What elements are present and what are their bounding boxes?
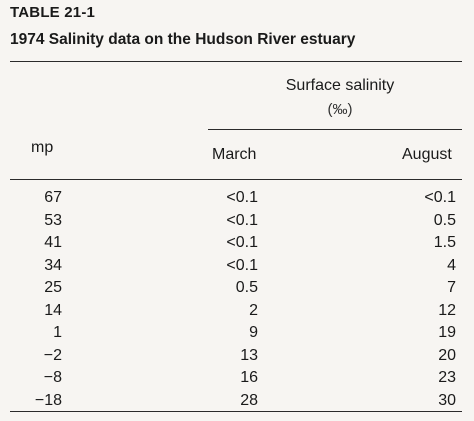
- table-row: [0, 277, 474, 300]
- cell-march: <0.1: [226, 256, 258, 274]
- top-rule: [10, 61, 462, 62]
- column-header-mp: mp: [31, 139, 54, 156]
- spanner-rule: [208, 129, 462, 130]
- cell-august: 4: [447, 256, 456, 274]
- table-row: [0, 187, 474, 210]
- cell-august: 1.5: [433, 234, 456, 251]
- cell-mp: −8: [43, 369, 62, 386]
- cell-mp: 25: [44, 279, 62, 296]
- header-rule: [10, 179, 462, 180]
- cell-august: 12: [438, 301, 456, 319]
- cell-march: 9: [249, 324, 258, 341]
- surface-salinity-heading: Surface salinity: [285, 77, 395, 94]
- table-row: [0, 322, 474, 345]
- table-row: [0, 232, 474, 255]
- table-caption: 1974 Salinity data on the Hudson River estuary: [10, 31, 356, 48]
- cell-august: 0.5: [433, 211, 456, 229]
- bottom-rule: [10, 411, 462, 412]
- cell-mp: 34: [44, 256, 62, 274]
- cell-august: 20: [438, 346, 456, 364]
- cell-march: <0.1: [226, 211, 258, 229]
- cell-march: <0.1: [226, 189, 258, 206]
- cell-august: 19: [438, 324, 456, 341]
- table-row: [0, 210, 474, 233]
- cell-august: 30: [438, 391, 456, 409]
- table-row: [0, 345, 474, 368]
- cell-march: <0.1: [226, 234, 258, 251]
- cell-mp: 14: [44, 301, 62, 319]
- cell-mp: −18: [34, 391, 62, 409]
- table-row: [0, 390, 474, 413]
- table-row: [0, 300, 474, 323]
- table-body: [0, 187, 474, 412]
- cell-mp: 67: [44, 189, 62, 206]
- cell-mp: 1: [53, 324, 62, 341]
- salinity-unit: (‰): [327, 101, 353, 118]
- cell-mp: 41: [44, 234, 62, 251]
- cell-march: 13: [240, 346, 258, 364]
- column-header-march: March: [212, 146, 257, 163]
- cell-mp: −2: [43, 346, 62, 364]
- cell-august: 7: [447, 279, 456, 296]
- table-row: [0, 255, 474, 278]
- column-header-august: August: [402, 146, 452, 163]
- table-number: TABLE 21-1: [10, 4, 96, 21]
- cell-march: 28: [240, 391, 258, 409]
- table-row: [0, 367, 474, 390]
- cell-august: <0.1: [424, 189, 456, 206]
- cell-mp: 53: [44, 211, 62, 229]
- cell-march: 0.5: [235, 279, 258, 296]
- cell-march: 2: [249, 301, 258, 319]
- cell-march: 16: [240, 369, 258, 386]
- cell-august: 23: [438, 369, 456, 386]
